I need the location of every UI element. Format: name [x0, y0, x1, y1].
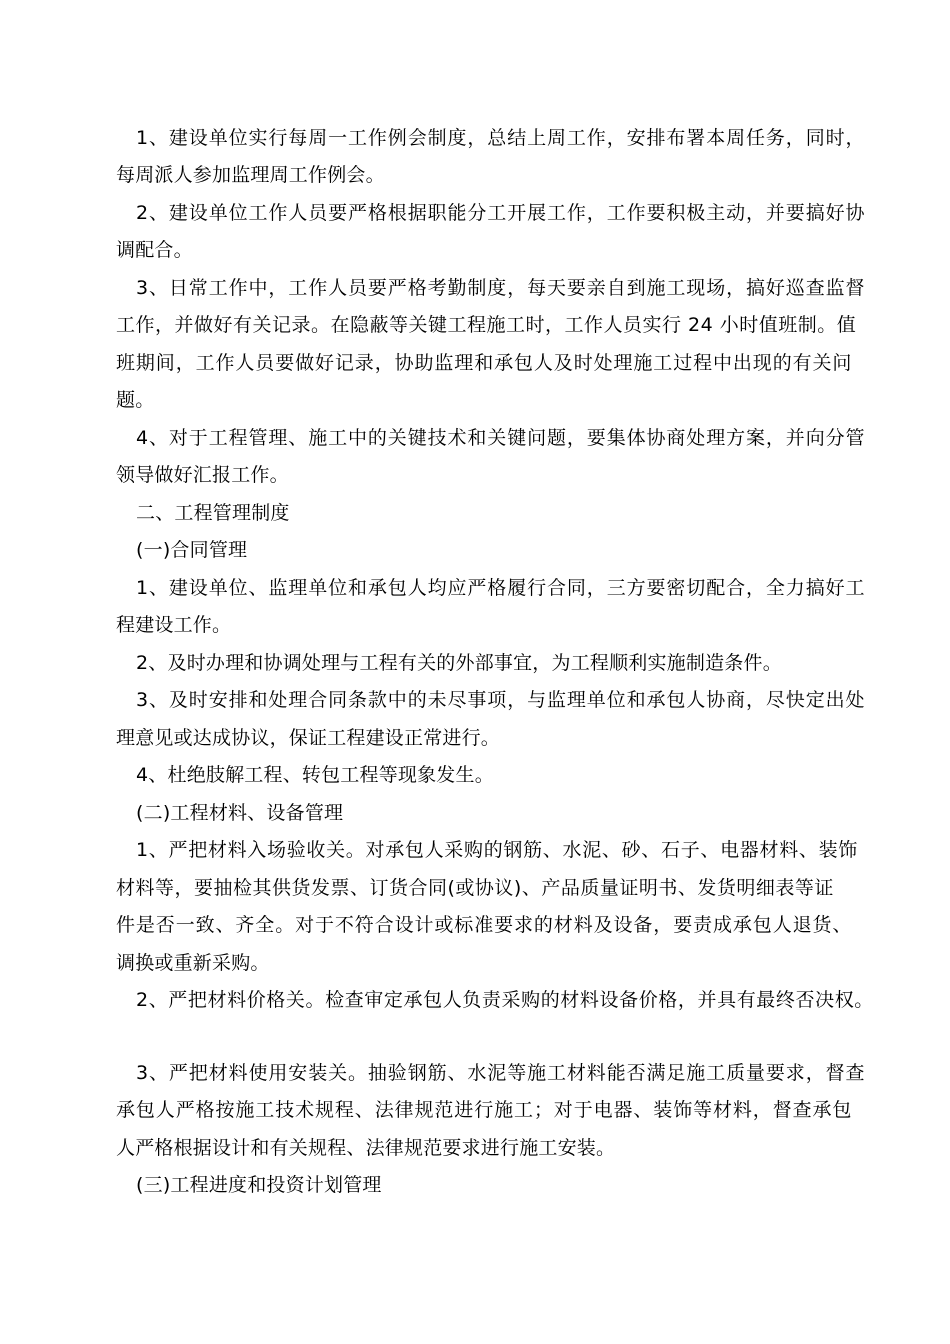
paragraph-line: 4、杜绝肢解工程、转包工程等现象发生。 — [136, 764, 494, 786]
paragraph-line: 领导做好汇报工作。 — [116, 464, 289, 486]
paragraph-line: 2、严把材料价格关。检查审定承包人负责采购的材料设备价格，并具有最终否决权。 — [136, 989, 874, 1011]
paragraph-line: 1、严把材料入场验收关。对承包人采购的钢筋、水泥、砂、石子、电器材料、装饰 — [136, 839, 858, 861]
paragraph-line: 题。 — [116, 389, 155, 411]
paragraph-line: 理意见或达成协议，保证工程建设正常进行。 — [116, 727, 501, 749]
paragraph-line: 1、建设单位实行每周一工作例会制度，总结上周工作，安排布署本周任务，同时， — [136, 127, 866, 149]
paragraph-line: 班期间，工作人员要做好记录，协助监理和承包人及时处理施工过程中出现的有关问 — [116, 352, 853, 374]
paragraph-line: 3、日常工作中，工作人员要严格考勤制度，每天要亲自到施工现场，搞好巡查监督 — [136, 277, 866, 299]
subsection-heading: (二)工程材料、设备管理 — [136, 802, 344, 824]
paragraph-line: 1、建设单位、监理单位和承包人均应严格履行合同，三方要密切配合，全力搞好工 — [136, 577, 866, 599]
paragraph-line: 调配合。 — [116, 239, 193, 261]
paragraph-line: 调换或重新采购。 — [116, 952, 270, 974]
paragraph-line: 4、对于工程管理、施工中的关键技术和关键问题，要集体协商处理方案，并向分管 — [136, 427, 866, 449]
section-heading: 二、工程管理制度 — [136, 502, 290, 524]
paragraph-line: 承包人严格按施工技术规程、法律规范进行施工；对于电器、装饰等材料，督查承包 — [116, 1099, 853, 1121]
paragraph-line: 人严格根据设计和有关规程、法律规范要求进行施工安装。 — [116, 1137, 616, 1159]
paragraph-line: 3、严把材料使用安装关。抽验钢筋、水泥等施工材料能否满足施工质量要求，督查 — [136, 1062, 866, 1084]
paragraph-line: 每周派人参加监理周工作例会。 — [116, 164, 385, 186]
subsection-heading: (一)合同管理 — [136, 539, 248, 561]
paragraph-line: 程建设工作。 — [116, 614, 232, 636]
paragraph-line: 件是否一致、齐全。对于不符合设计或标准要求的材料及设备，要责成承包人退货、 — [116, 914, 853, 936]
subsection-heading: (三)工程进度和投资计划管理 — [136, 1174, 382, 1196]
paragraph-line: 材料等，要抽检其供货发票、订货合同(或协议)、产品质量证明书、发货明细表等证 — [116, 877, 834, 899]
paragraph-line: 工作，并做好有关记录。在隐蔽等关键工程施工时，工作人员实行 24 小时值班制。值 — [116, 314, 857, 336]
paragraph-line: 2、及时办理和协调处理与工程有关的外部事宜，为工程顺利实施制造条件。 — [136, 652, 782, 674]
paragraph-line: 3、及时安排和处理合同条款中的未尽事项，与监理单位和承包人协商，尽快定出处 — [136, 689, 866, 711]
paragraph-line: 2、建设单位工作人员要严格根据职能分工开展工作，工作要积极主动，并要搞好协 — [136, 202, 866, 224]
